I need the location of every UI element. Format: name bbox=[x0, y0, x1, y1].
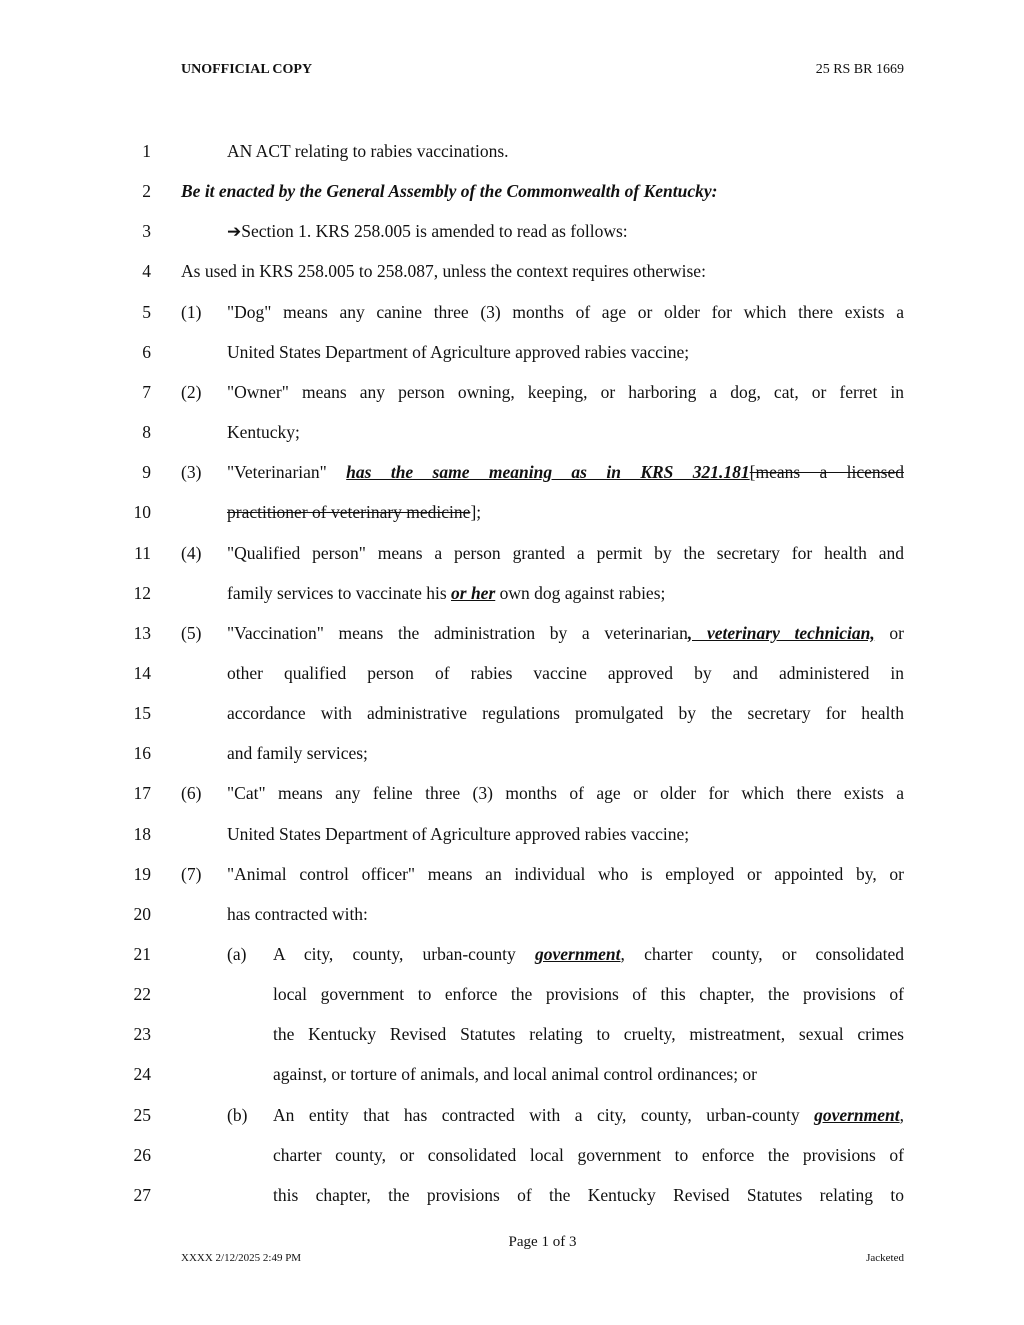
header-left: UNOFFICIAL COPY bbox=[181, 62, 313, 77]
paragraph-marker: (3) bbox=[181, 462, 202, 483]
document-line bbox=[0, 379, 1024, 405]
inserted-text: has the same meaning as in KRS 321.181 bbox=[346, 462, 750, 483]
paragraph-marker: (2) bbox=[181, 381, 202, 402]
line-number: 14 bbox=[133, 662, 151, 683]
document-line bbox=[0, 459, 1024, 485]
line-text: local government to enforce the provisions of this chapter, the provisions of bbox=[273, 984, 904, 1005]
line-text: "Veterinarian" has the same meaning as in KRS 321.181[means a licensed bbox=[227, 462, 904, 483]
line-number: 25 bbox=[133, 1104, 151, 1125]
footer-left: XXXX 2/12/2025 2:49 PM bbox=[181, 1252, 302, 1264]
line-text: An entity that has contracted with a city, county, urban-county government, bbox=[273, 1104, 904, 1125]
line-number: 21 bbox=[133, 944, 151, 964]
line-number: 2 bbox=[142, 181, 151, 202]
line-text: this chapter, the provisions of the Kentucky Revised Statutes relating to bbox=[273, 1184, 904, 1205]
line-text: family services to vaccinate his or her own dog against rabies; bbox=[227, 582, 666, 603]
document-line bbox=[0, 580, 1024, 606]
line-text bbox=[181, 178, 717, 204]
line-number: 24 bbox=[133, 1064, 151, 1085]
line-number: 20 bbox=[133, 903, 151, 924]
line-number: 8 bbox=[142, 422, 151, 443]
arrow-icon: ➔ bbox=[227, 222, 242, 242]
document-line bbox=[0, 660, 1024, 686]
line-number: 22 bbox=[133, 984, 151, 1005]
line-number: 19 bbox=[133, 863, 151, 884]
line-text: "Qualified person" means a person granted a permit by the secretary for health and bbox=[227, 542, 904, 563]
line-text: "Cat" means any feline three (3) months of age or older for which there exists a bbox=[227, 783, 904, 804]
document-line bbox=[0, 299, 1024, 325]
line-text: practitioner of veterinary medicine]; bbox=[227, 502, 482, 523]
line-number: 16 bbox=[133, 743, 151, 764]
line-text: "Dog" means any canine three (3) months of age or older for which there exists a bbox=[227, 301, 904, 322]
header-right: 25 RS BR 1669 bbox=[815, 62, 904, 77]
line-text: Kentucky; bbox=[227, 422, 300, 443]
line-number: 7 bbox=[142, 381, 151, 402]
inserted-text: government bbox=[534, 944, 621, 964]
line-number: 18 bbox=[133, 823, 151, 844]
line-number: 9 bbox=[142, 462, 151, 483]
footer-right: Jacketed bbox=[866, 1252, 904, 1264]
document-line bbox=[0, 1102, 1024, 1128]
document-line bbox=[0, 178, 1024, 204]
inserted-text: , veterinary technician, bbox=[687, 622, 875, 643]
document-line bbox=[0, 901, 1024, 927]
paragraph-marker: (4) bbox=[181, 542, 202, 563]
line-number: 3 bbox=[142, 221, 151, 242]
inserted-text: or her bbox=[451, 582, 496, 603]
line-text: accordance with administrative regulations promulgated by the secretary for health bbox=[227, 703, 904, 724]
line-number: 10 bbox=[133, 502, 151, 523]
line-text: "Animal control officer" means an individual who is employed or appointed by, or bbox=[227, 863, 904, 884]
inserted-text: government bbox=[814, 1104, 900, 1125]
document-line bbox=[0, 861, 1024, 887]
paragraph-marker: (7) bbox=[181, 863, 202, 884]
line-text: the Kentucky Revised Statutes relating to cruelty, mistreatment, sexual crimes bbox=[273, 1024, 904, 1045]
document-line bbox=[0, 419, 1024, 445]
line-number: 17 bbox=[133, 783, 151, 804]
document-line bbox=[0, 138, 1024, 164]
line-text: United States Department of Agriculture approved rabies vaccine; bbox=[227, 341, 690, 362]
line-number: 11 bbox=[134, 542, 151, 563]
line-text: United States Department of Agriculture approved rabies vaccine; bbox=[227, 823, 690, 844]
line-text: and family services; bbox=[227, 743, 368, 764]
line-text: charter county, or consolidated local government to enforce the provisions of bbox=[273, 1144, 904, 1165]
document-line bbox=[0, 218, 1024, 244]
document-line bbox=[0, 258, 1024, 284]
line-text: A city, county, urban-county government, charter county, or consolidated bbox=[273, 944, 904, 964]
document-line bbox=[0, 1021, 1024, 1047]
line-text: has contracted with: bbox=[227, 903, 368, 924]
deleted-text: [means a licensed bbox=[749, 462, 904, 483]
line-number: 12 bbox=[133, 582, 151, 603]
page-number: Page 1 of 3 bbox=[508, 1234, 577, 1250]
document-line bbox=[0, 620, 1024, 646]
line-number: 4 bbox=[142, 261, 151, 282]
line-text: "Owner" means any person owning, keeping, or harboring a dog, cat, or ferret in bbox=[227, 381, 904, 402]
document-line bbox=[0, 540, 1024, 566]
document-line bbox=[0, 1061, 1024, 1087]
line-text: other qualified person of rabies vaccine approved by and administered in bbox=[227, 662, 904, 683]
line-number: 1 bbox=[142, 141, 151, 161]
paragraph-marker: (a) bbox=[227, 944, 247, 964]
enacting-clause: Be it enacted by the General Assembly of the Commonwealth of Kentucky: bbox=[181, 181, 718, 202]
paragraph-marker: (1) bbox=[181, 301, 202, 322]
line-number: 27 bbox=[133, 1184, 151, 1205]
document-line bbox=[0, 499, 1024, 525]
line-text: "Vaccination" means the administration by a veterinarian, veterinary technician, or bbox=[227, 622, 904, 643]
paragraph-marker: (b) bbox=[227, 1104, 248, 1125]
line-number: 5 bbox=[142, 301, 151, 322]
document-line bbox=[0, 339, 1024, 365]
line-number: 26 bbox=[133, 1144, 151, 1165]
line-number: 15 bbox=[133, 703, 151, 724]
line-number: 23 bbox=[133, 1024, 151, 1045]
document-line bbox=[0, 1142, 1024, 1168]
line-number: 13 bbox=[133, 622, 151, 643]
line-text: AN ACT relating to rabies vaccinations. bbox=[227, 141, 509, 161]
paragraph-marker: (6) bbox=[181, 783, 202, 804]
paragraph-marker: (5) bbox=[181, 622, 202, 643]
document-line bbox=[0, 821, 1024, 847]
line-number: 6 bbox=[142, 341, 151, 362]
document-line bbox=[0, 941, 1024, 967]
document-line bbox=[0, 1182, 1024, 1208]
document-line bbox=[0, 981, 1024, 1007]
document-line bbox=[0, 780, 1024, 806]
document-line bbox=[0, 740, 1024, 766]
line-text: As used in KRS 258.005 to 258.087, unless the context requires otherwise: bbox=[181, 261, 706, 282]
line-text: against, or torture of animals, and local animal control ordinances; or bbox=[273, 1064, 758, 1085]
line-text: ➔Section 1. KRS 258.005 is amended to read as follows: bbox=[227, 221, 628, 242]
deleted-text: practitioner of veterinary medicine bbox=[227, 502, 471, 523]
document-line bbox=[0, 700, 1024, 726]
